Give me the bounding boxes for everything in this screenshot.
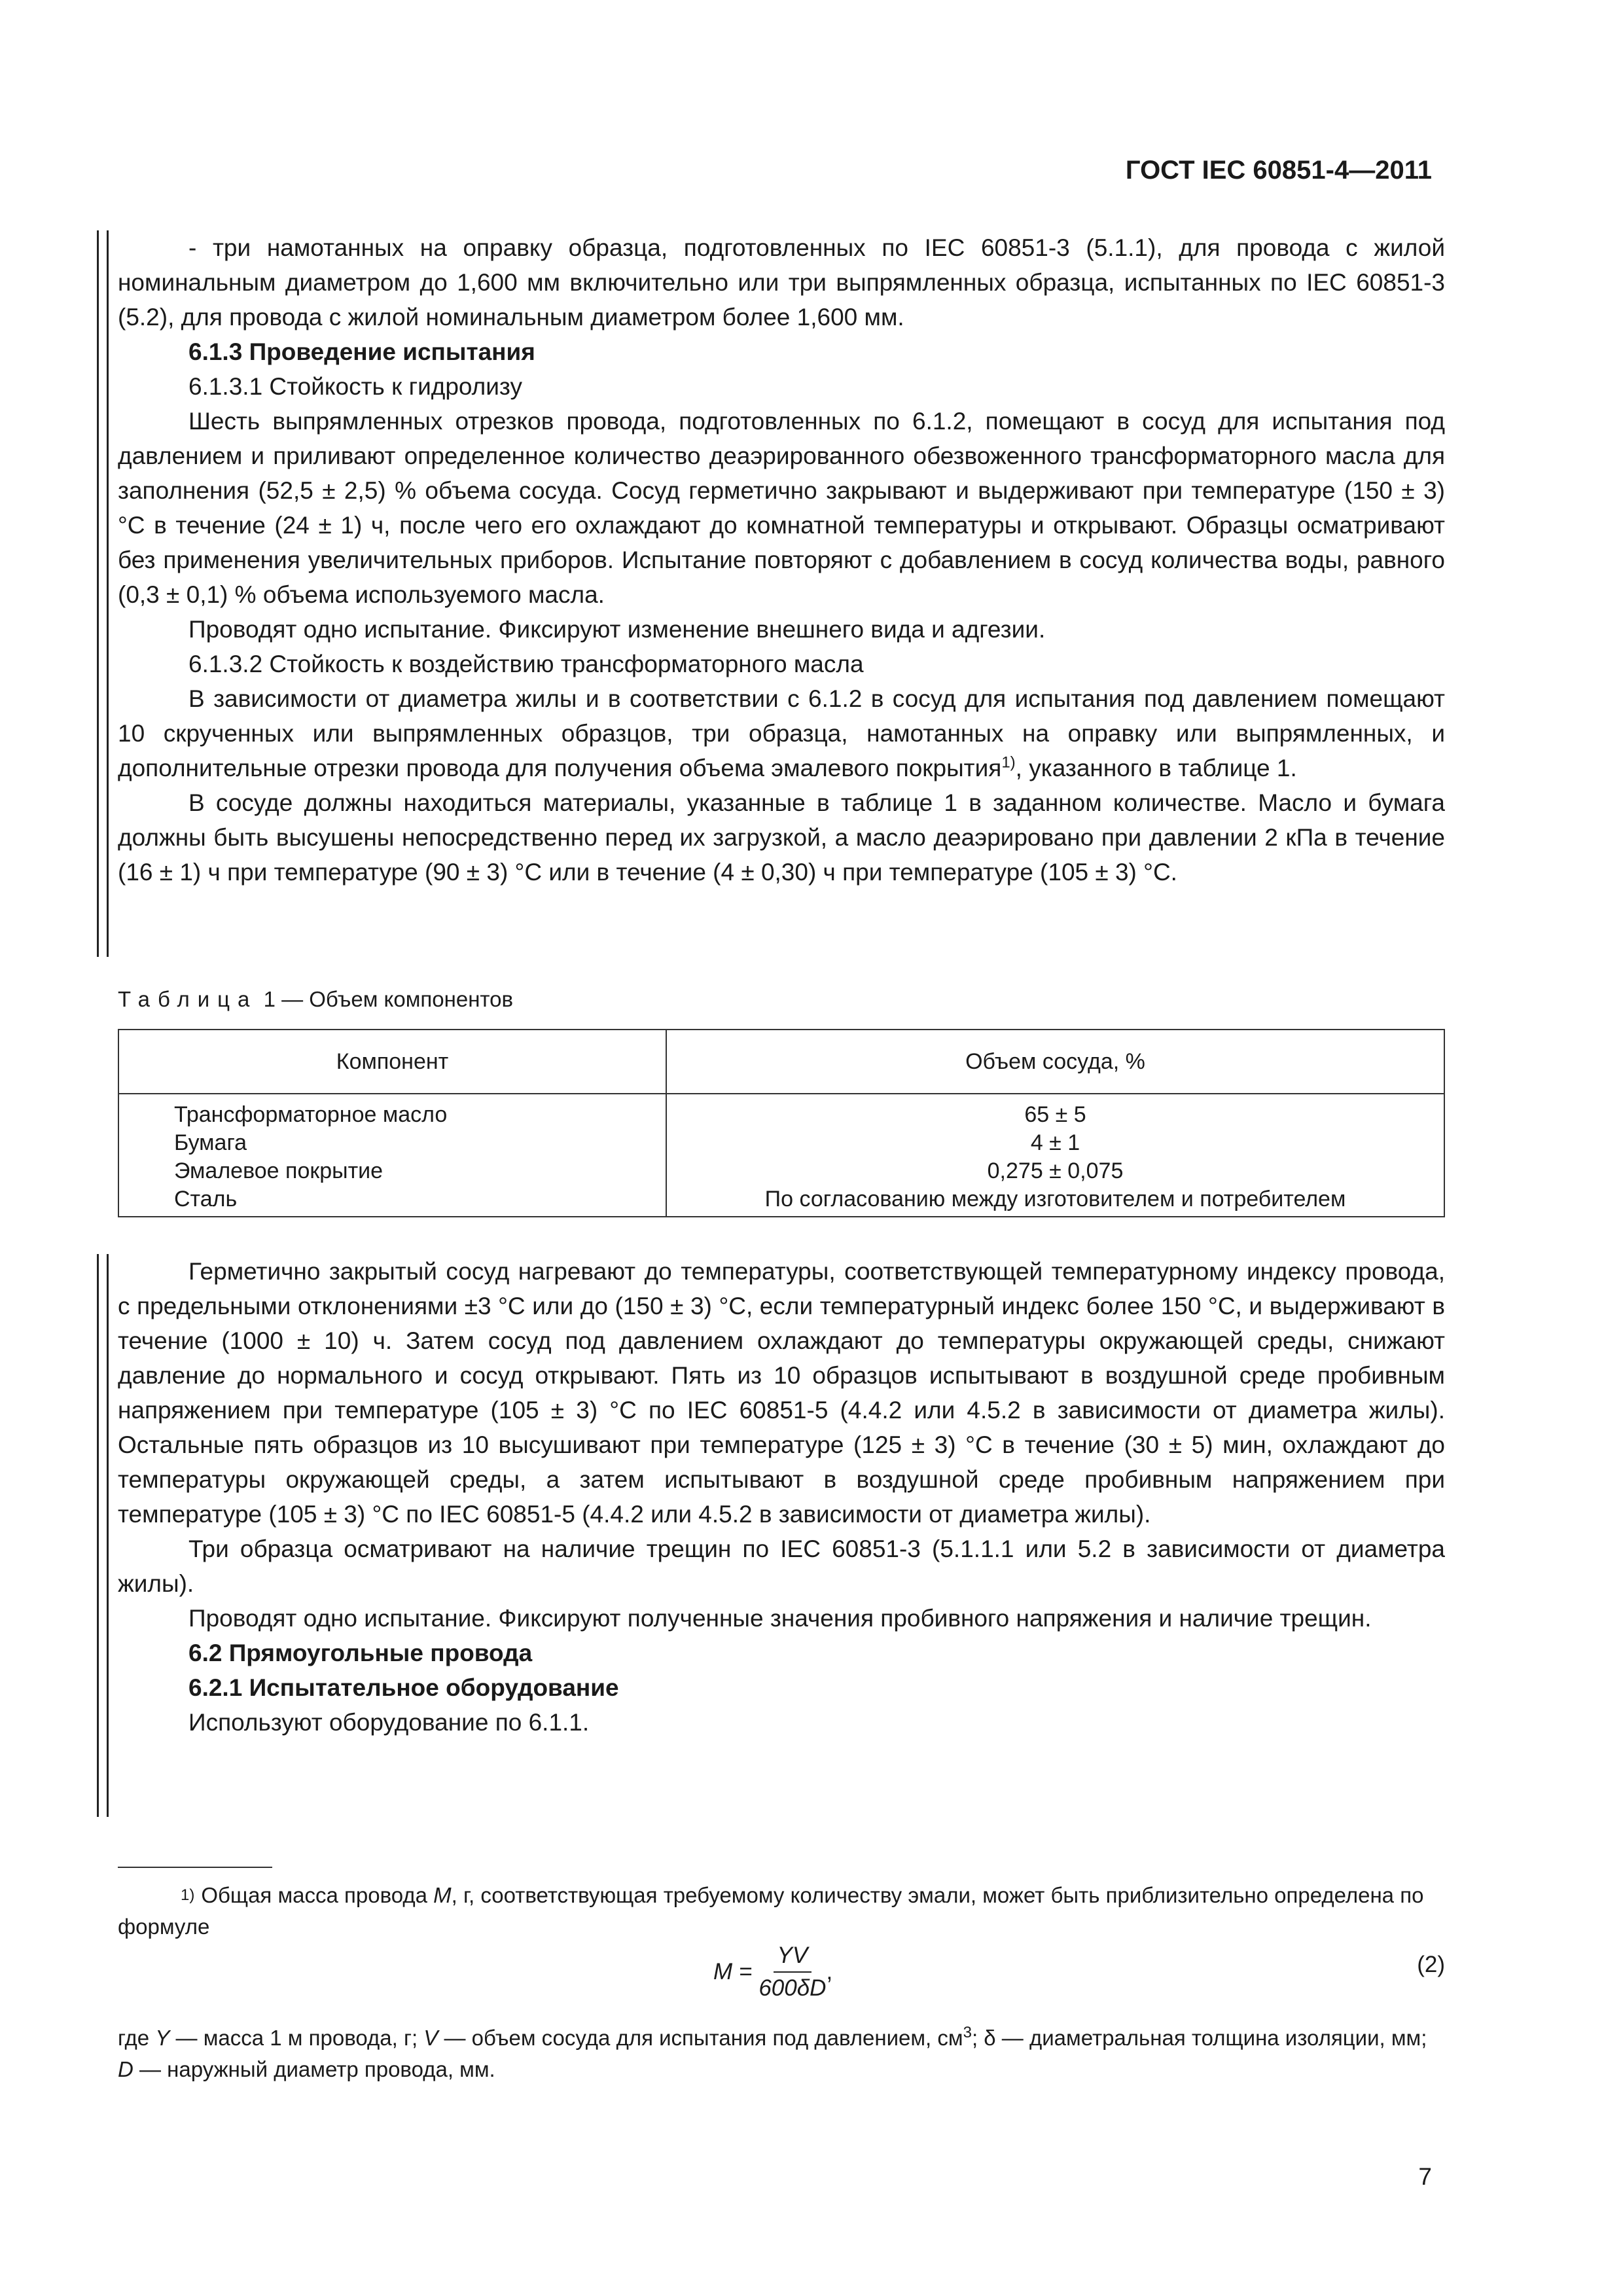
components-table <box>118 1029 1445 1217</box>
text-block-1 <box>118 230 1445 889</box>
fraction <box>758 1943 826 2001</box>
text-span: ; δ — диаметральная толщина изоляции, мм; <box>971 2026 1427 2050</box>
text-span: Общая масса провода <box>201 1883 434 1907</box>
formula <box>713 1943 832 2001</box>
component-cell: Эмалевое покрытие <box>118 1157 666 1185</box>
paragraph: - три намотанных на оправку образца, подготовленных по IEC 60851-3 (5.1.1), для провода с жилой номинальным диаметром до 1,600 мм включительно или три выпрямленных образца, испытанных по IEC 60851-3 (5.2), для провода с жилой номинальным диаметром более 1,600 мм. <box>118 234 1445 331</box>
paragraph: В сосуде должны находиться материалы, указанные в таблице 1 в заданном количестве. Масло и бумага должны быть высушены непосредственно перед их загрузкой, а масло деаэрировано при давлении 2 кПа в течение (16 ± 1) ч при температуре (90 ± 3) °С или в течение (4 ± 0,30) ч при температуре (105 ± 3) °С. <box>118 789 1445 886</box>
text-span: В зависимости от диаметра жилы и в соответствии с 6.1.2 в сосуд для испытания под давлением помещают 10 скрученных или выпрямленных образцов, три образца, намотанных на оправку или выпрямленных, и дополнительные отрезки провода для получения объема эмалевого покрытия <box>118 685 1445 781</box>
section-heading-6-1-3: 6.1.3 Проведение испытания <box>188 338 535 365</box>
table-caption-label: Таблица <box>118 987 258 1011</box>
variable-d: D <box>118 2057 134 2081</box>
subsection-heading-6-1-3-2: 6.1.3.2 Стойкость к воздействию трансформаторного масла <box>188 651 864 677</box>
column-header-component: Компонент <box>118 1030 666 1094</box>
component-cell: Трансформаторное масло <box>118 1094 666 1129</box>
component-cell: Сталь <box>118 1185 666 1217</box>
superscript: 3 <box>963 2024 972 2041</box>
subsection-heading-6-1-3-1: 6.1.3.1 Стойкость к гидролизу <box>188 373 522 400</box>
paragraph: Шесть выпрямленных отрезков провода, подготовленных по 6.1.2, помещают в сосуд для испытания под давлением и приливают определенное количество деаэрированного обезвоженного трансформаторного масла для заполнения (52,5 ± 2,5) % объема сосуда. Сосуд герметично закрывают и выдерживают при температуре (150 ± 3) °С в течение (24 ± 1) ч, после чего его охлаждают до комнатной температуры и открывают. Образцы осматривают без применения увеличительных приборов. Испытание повторяют с добавлением в сосуд количества воды, равного (0,3 ± 0,1) % объема используемого масла. <box>118 408 1445 608</box>
formula-lhs: M = <box>713 1959 753 1984</box>
volume-cell: 0,275 ± 0,075 <box>666 1157 1444 1185</box>
change-bar <box>97 1254 109 1817</box>
volume-cell: 4 ± 1 <box>666 1129 1444 1157</box>
table-caption-title: 1 — Объем компонентов <box>263 987 514 1011</box>
change-bar <box>97 230 109 957</box>
component-cell: Бумага <box>118 1129 666 1157</box>
section-heading-6-2: 6.2 Прямоугольные провода <box>188 1640 533 1666</box>
footnote-where-text <box>118 2022 1445 2085</box>
footnote-text <box>118 1880 1445 1943</box>
table-row <box>118 1185 1444 1217</box>
fraction-numerator: YV <box>774 1943 812 1973</box>
paragraph <box>118 681 1445 785</box>
text-span: — объем сосуда для испытания под давлением, см <box>438 2026 963 2050</box>
variable-v: V <box>423 2026 438 2050</box>
table-row <box>118 1157 1444 1185</box>
text-span: где <box>118 2026 156 2050</box>
text-span: , г, соответствующая требуемому количеству эмали, может быть приблизительно определена по формуле <box>118 1883 1424 1939</box>
volume-cell: По согласованию между изготовителем и потребителем <box>666 1185 1444 1217</box>
paragraph: Используют оборудование по 6.1.1. <box>188 1709 590 1736</box>
fraction-denominator: 600δD <box>758 1975 827 2001</box>
section-heading-6-2-1: 6.2.1 Испытательное оборудование <box>188 1674 619 1701</box>
column-header-volume: Объем сосуда, % <box>666 1030 1444 1094</box>
variable-m: M <box>433 1883 452 1907</box>
text-span: , указанного в таблице 1. <box>1015 755 1297 781</box>
table-row <box>118 1129 1444 1157</box>
table-caption <box>118 987 513 1012</box>
table-header-row <box>118 1030 1444 1094</box>
text-span: — наружный диаметр провода, мм. <box>133 2057 495 2081</box>
equation-number: (2) <box>1417 1952 1445 1977</box>
footnote-number: 1) <box>181 1886 195 1904</box>
document-designation: ГОСТ IEC 60851-4—2011 <box>1125 156 1432 185</box>
volume-cell: 65 ± 5 <box>666 1094 1444 1129</box>
formula-comma: , <box>826 1959 833 1984</box>
paragraph: Проводят одно испытание. Фиксируют полученные значения пробивного напряжения и наличие трещин. <box>188 1605 1372 1632</box>
footnote-ref: 1) <box>1001 753 1016 772</box>
footnote-separator <box>118 1867 272 1868</box>
page-number: 7 <box>1418 2163 1432 2190</box>
variable-y: Y <box>155 2026 170 2050</box>
table-row <box>118 1094 1444 1129</box>
paragraph: Герметично закрытый сосуд нагревают до температуры, соответствующей температурному индексу провода, с предельными отклонениями ±3 °С или до (150 ± 3) °С, если температурный индекс более 150 °С, и выдерживают в течение (1000 ± 10) ч. Затем сосуд под давлением охлаждают до температуры окружающей среды, снижают давление до нормального и сосуд открывают. Пять из 10 образцов испытывают в воздушной среде пробивным напряжением при температуре (105 ± 3) °С по IEC 60851-5 (4.4.2 или 4.5.2 в зависимости от диаметра жилы). Остальные пять образцов из 10 высушивают при температуре (125 ± 3) °С в течение (30 ± 5) мин, охлаждают до температуры окружающей среды, а затем испытывают в воздушной среде пробивным напряжением при температуре (105 ± 3) °С по IEC 60851-5 (4.4.2 или 4.5.2 в зависимости от диаметра жилы). <box>118 1258 1445 1528</box>
text-block-2 <box>118 1254 1445 1740</box>
paragraph: Три образца осматривают на наличие трещин по IEC 60851-3 (5.1.1.1 или 5.2 в зависимости от диаметра жилы). <box>118 1535 1445 1597</box>
paragraph: Проводят одно испытание. Фиксируют изменение внешнего вида и адгезии. <box>188 616 1046 643</box>
text-span: — масса 1 м провода, г; <box>169 2026 424 2050</box>
